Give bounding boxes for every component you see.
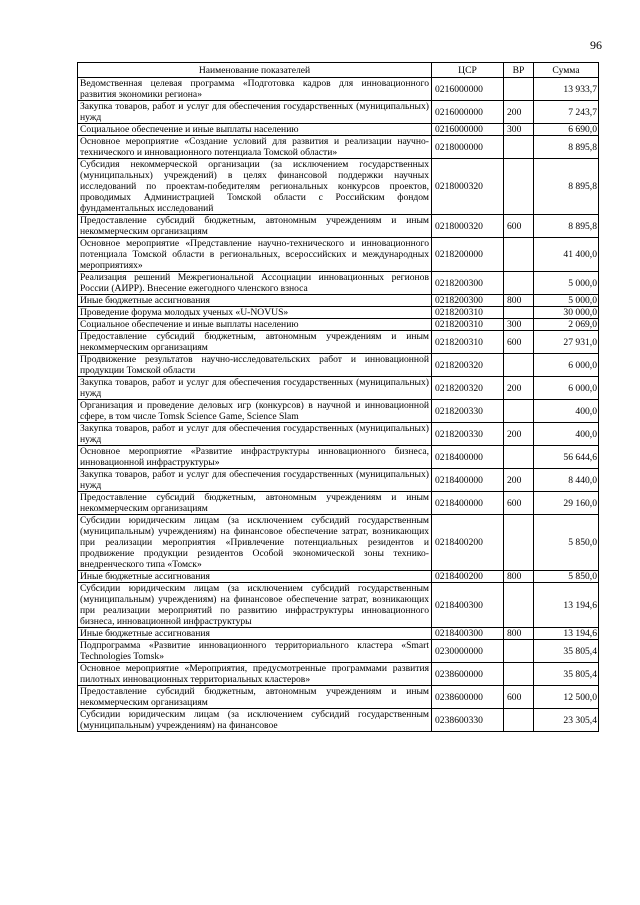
table-row [78, 159, 599, 215]
table-row [78, 331, 599, 354]
row-name: Основное мероприятие «Развитие инфраструктуры инновационного бизнеса, инновационной инфраструктуры» [78, 446, 432, 469]
row-name: Субсидии юридическим лицам (за исключением субсидий государственным (муниципальным) учреждениям) на финансовое обеспечение затрат, возникающих при реализации мероприятия «Привлечение потенциальных резидентов и продвижение продукции резидентов Особой экономической зоны технико-внедренческого типа «Томск» [78, 515, 432, 571]
row-name: Иные бюджетные ассигнования [78, 628, 432, 640]
row-csr: 0218200330 [432, 423, 504, 446]
table-header-row [78, 63, 599, 78]
row-sum: 400,0 [534, 423, 599, 446]
row-sum: 7 243,7 [534, 101, 599, 124]
row-sum: 8 895,8 [534, 136, 599, 159]
table-row [78, 354, 599, 377]
row-csr: 0218200310 [432, 319, 504, 331]
row-vr: 300 [504, 124, 534, 136]
table-row [78, 640, 599, 663]
row-vr [504, 78, 534, 101]
row-name: Закупка товаров, работ и услуг для обеспечения государственных (муниципальных) нужд [78, 101, 432, 124]
row-name: Субсидии юридическим лицам (за исключением субсидий государственным (муниципальным) учреждениям) на финансовое обеспечение затрат, возникающих при реализации мероприятий по развитию инфраструктуры инновационного бизнеса, инновационной инфраструктуры [78, 583, 432, 628]
row-sum: 56 644,6 [534, 446, 599, 469]
row-name: Основное мероприятие «Мероприятия, предусмотренные программами развития пилотных инновационных территориальных кластеров» [78, 663, 432, 686]
row-vr: 600 [504, 331, 534, 354]
table-row [78, 101, 599, 124]
table-row [78, 423, 599, 446]
page-number: 96 [590, 38, 602, 52]
row-name: Предоставление субсидий бюджетным, автономным учреждениям и иным некоммерческим организациям [78, 492, 432, 515]
row-vr [504, 272, 534, 295]
table-row [78, 238, 599, 272]
row-name: Проведение форума молодых ученых «U-NOVUS» [78, 307, 432, 319]
table-row [78, 628, 599, 640]
row-name: Закупка товаров, работ и услуг для обеспечения государственных (муниципальных) нужд [78, 469, 432, 492]
table-row [78, 78, 599, 101]
row-csr: 0218200000 [432, 238, 504, 272]
row-vr: 200 [504, 469, 534, 492]
header-sum: Сумма [534, 63, 599, 78]
row-sum: 8 895,8 [534, 215, 599, 238]
row-csr: 0218000000 [432, 136, 504, 159]
table-row [78, 377, 599, 400]
row-csr: 0218200300 [432, 272, 504, 295]
row-csr: 0238600000 [432, 663, 504, 686]
table-row [78, 571, 599, 583]
row-vr: 200 [504, 423, 534, 446]
row-sum: 35 805,4 [534, 640, 599, 663]
row-name: Социальное обеспечение и иные выплаты населению [78, 124, 432, 136]
row-name: Реализация решений Межрегиональной Ассоциации инновационных регионов России (АИРР). Внесение ежегодного членского взноса [78, 272, 432, 295]
row-sum: 41 400,0 [534, 238, 599, 272]
table-row [78, 295, 599, 307]
table-row [78, 446, 599, 469]
row-vr: 300 [504, 319, 534, 331]
row-name: Организация и проведение деловых игр (конкурсов) в научной и инновационной сфере, в том числе Tomsk Science Game, Science Slam [78, 400, 432, 423]
row-name: Субсидия некоммерческой организации (за исключением государственных (муниципальных) учреждений) в целях финансовой поддержки научных исследований по проектам-победителям региональных конкурсов проектов, проводимых Администрацией Томской области с Российским фондом фундаментальных исследований [78, 159, 432, 215]
row-vr [504, 640, 534, 663]
row-name: Предоставление субсидий бюджетным, автономным учреждениям и иным некоммерческим организациям [78, 686, 432, 709]
table-row [78, 583, 599, 628]
row-csr: 0218400000 [432, 469, 504, 492]
row-csr: 0218400000 [432, 446, 504, 469]
row-name: Закупка товаров, работ и услуг для обеспечения государственных (муниципальных) нужд [78, 423, 432, 446]
row-vr: 600 [504, 215, 534, 238]
row-sum: 400,0 [534, 400, 599, 423]
row-sum: 8 895,8 [534, 159, 599, 215]
row-vr [504, 446, 534, 469]
row-sum: 23 305,4 [534, 709, 599, 732]
row-name: Основное мероприятие «Представление научно-технического и инновационного потенциала Томской области в региональных, всероссийских и международных мероприятиях» [78, 238, 432, 272]
row-name: Ведомственная целевая программа «Подготовка кадров для инновационного развития экономики региона» [78, 78, 432, 101]
table-row [78, 686, 599, 709]
row-sum: 6 000,0 [534, 354, 599, 377]
row-csr: 0218200300 [432, 295, 504, 307]
row-vr [504, 136, 534, 159]
table-row [78, 469, 599, 492]
row-csr: 0218400300 [432, 628, 504, 640]
row-csr: 0218400000 [432, 492, 504, 515]
row-name: Социальное обеспечение и иные выплаты населению [78, 319, 432, 331]
row-vr [504, 354, 534, 377]
row-csr: 0218000320 [432, 215, 504, 238]
row-vr [504, 515, 534, 571]
row-sum: 13 194,6 [534, 628, 599, 640]
row-csr: 0216000000 [432, 78, 504, 101]
table-row [78, 515, 599, 571]
row-name: Иные бюджетные ассигнования [78, 295, 432, 307]
table-row [78, 272, 599, 295]
row-name: Продвижение результатов научно-исследовательских работ и инновационной продукции Томской области [78, 354, 432, 377]
row-name: Предоставление субсидий бюджетным, автономным учреждениям и иным некоммерческим организациям [78, 331, 432, 354]
row-sum: 35 805,4 [534, 663, 599, 686]
row-sum: 13 933,7 [534, 78, 599, 101]
row-csr: 0216000000 [432, 124, 504, 136]
row-vr [504, 400, 534, 423]
row-sum: 13 194,6 [534, 583, 599, 628]
row-vr: 200 [504, 377, 534, 400]
row-sum: 5 000,0 [534, 295, 599, 307]
table-row [78, 709, 599, 732]
row-name: Основное мероприятие «Создание условий для развития и реализации научно-технического и инновационного потенциала Томской области» [78, 136, 432, 159]
row-vr: 600 [504, 492, 534, 515]
row-vr [504, 663, 534, 686]
row-sum: 29 160,0 [534, 492, 599, 515]
row-csr: 0238600330 [432, 709, 504, 732]
row-csr: 0218400300 [432, 583, 504, 628]
row-sum: 6 690,0 [534, 124, 599, 136]
row-sum: 5 850,0 [534, 571, 599, 583]
row-vr: 800 [504, 571, 534, 583]
row-sum: 8 440,0 [534, 469, 599, 492]
row-sum: 30 000,0 [534, 307, 599, 319]
row-sum: 5 850,0 [534, 515, 599, 571]
table-row [78, 492, 599, 515]
table-row [78, 215, 599, 238]
row-csr: 0218200330 [432, 400, 504, 423]
header-csr: ЦСР [432, 63, 504, 78]
row-csr: 0218400200 [432, 571, 504, 583]
row-csr: 0218000320 [432, 159, 504, 215]
row-csr: 0218400200 [432, 515, 504, 571]
table-row [78, 400, 599, 423]
row-csr: 0216000000 [432, 101, 504, 124]
row-csr: 0218200320 [432, 377, 504, 400]
row-csr: 0238600000 [432, 686, 504, 709]
budget-table [77, 62, 599, 732]
row-sum: 12 500,0 [534, 686, 599, 709]
table-body [78, 78, 599, 732]
row-name: Предоставление субсидий бюджетным, автономным учреждениям и иным некоммерческим организациям [78, 215, 432, 238]
row-vr: 600 [504, 686, 534, 709]
row-vr [504, 307, 534, 319]
row-name: Подпрограмма «Развитие инновационного территориального кластера «Smart Technologies Tomsk» [78, 640, 432, 663]
row-vr [504, 238, 534, 272]
row-name: Субсидии юридическим лицам (за исключением субсидий государственным (муниципальным) учреждениям) на финансовое [78, 709, 432, 732]
row-sum: 5 000,0 [534, 272, 599, 295]
row-csr: 0218200320 [432, 354, 504, 377]
row-name: Иные бюджетные ассигнования [78, 571, 432, 583]
row-sum: 6 000,0 [534, 377, 599, 400]
row-vr: 800 [504, 295, 534, 307]
row-vr [504, 709, 534, 732]
row-vr [504, 583, 534, 628]
header-name: Наименование показателей [78, 63, 432, 78]
table-row [78, 319, 599, 331]
row-csr: 0218200310 [432, 331, 504, 354]
row-vr [504, 159, 534, 215]
header-vr: ВР [504, 63, 534, 78]
row-sum: 27 931,0 [534, 331, 599, 354]
table-row [78, 307, 599, 319]
table-row [78, 136, 599, 159]
row-csr: 0230000000 [432, 640, 504, 663]
row-sum: 2 069,0 [534, 319, 599, 331]
row-vr: 800 [504, 628, 534, 640]
row-vr: 200 [504, 101, 534, 124]
row-name: Закупка товаров, работ и услуг для обеспечения государственных (муниципальных) нужд [78, 377, 432, 400]
table-row [78, 124, 599, 136]
table-row [78, 663, 599, 686]
row-csr: 0218200310 [432, 307, 504, 319]
